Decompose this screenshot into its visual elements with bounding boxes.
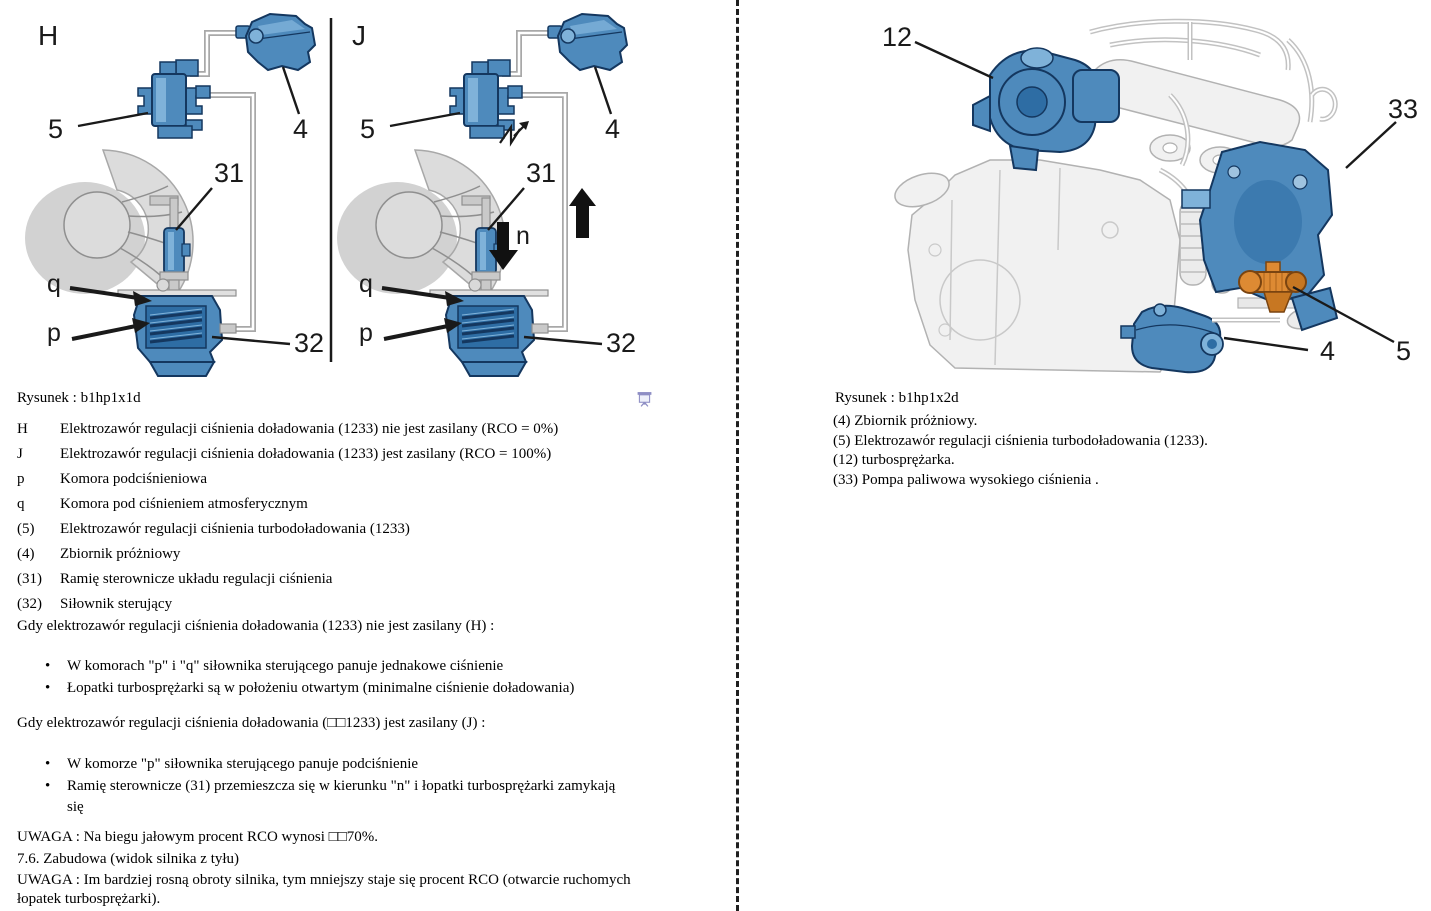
bullet-list-h <box>17 656 627 699</box>
panel-h-label: H <box>38 20 59 51</box>
figure-link-icon[interactable] <box>636 391 653 408</box>
vacuum-reservoir <box>1121 304 1280 372</box>
section-heading: 7.6. Zabudowa (widok silnika z tyłu) <box>17 851 240 867</box>
legend-item: (33) Pompa paliwowa wysokiego ciśnienia . <box>833 471 1099 488</box>
legend-list <box>17 421 558 621</box>
bullet-list-j <box>17 754 627 819</box>
legend-row: p Komora podciśnieniowa <box>17 471 208 487</box>
note-idle-rco: UWAGA : Na biegu jałowym procent RCO wynosi □□70%. <box>17 829 378 845</box>
legend-row: (31) Ramię sterownicze układu regulacji ciśnienia <box>17 571 333 587</box>
dashed-column-divider <box>736 0 739 911</box>
figure-caption-right: Rysunek : b1hp1x2d <box>835 390 959 406</box>
callout-pump <box>1346 94 1418 168</box>
svg-text:5: 5 <box>1396 336 1412 366</box>
bullet-item: • Łopatki turbosprężarki są w położeniu otwartym (minimalne ciśnienie doładowania) <box>17 678 627 700</box>
legend-row: q Komora pod ciśnieniem atmosferycznym <box>17 496 308 512</box>
legend-item: (12) turbosprężarka. <box>833 452 955 469</box>
svg-text:n: n <box>516 222 530 250</box>
svg-text:12: 12 <box>882 22 913 52</box>
legend-row: (4) Zbiornik próżniowy <box>17 546 181 562</box>
figure-caption-left: Rysunek : b1hp1x1d <box>17 390 141 406</box>
note-rco-engine-speed: UWAGA : Im bardziej rosną obroty silnika, tym mniejszy staje się procent RCO (otwarcie ruchomych łopatek turbosprężarki). <box>17 872 631 907</box>
svg-text:33: 33 <box>1388 94 1419 124</box>
legend-row: H Elektrozawór regulacji ciśnienia doładowania (1233) nie jest zasilany (RCO = 0%) <box>17 421 559 437</box>
svg-text:4: 4 <box>1320 336 1336 366</box>
legend-list-right <box>833 412 1208 490</box>
turbocharger <box>973 48 1119 170</box>
figure-vacuum-circuit <box>0 0 700 380</box>
legend-row: (32) Siłownik sterujący <box>17 596 173 612</box>
legend-item: (4) Zbiornik próżniowy. <box>833 413 978 429</box>
bullet-item: • W komorze "p" siłownika sterującego panuje podciśnienie <box>17 754 627 776</box>
bullet-item: • Ramię sterownicze (31) przemieszcza się w kierunku "n" i łopatki turbosprężarki zamykają się <box>17 776 627 819</box>
legend-row: (5) Elektrozawór regulacji ciśnienia turbodoładowania (1233) <box>17 521 410 537</box>
legend-item: (5) Elektrozawór regulacji ciśnienia turbodoładowania (1233). <box>833 432 1208 449</box>
figure-engine-rear-view <box>860 0 1431 380</box>
panel-h-drawing <box>25 14 324 376</box>
callout-reservoir <box>1224 336 1335 366</box>
panel-j-drawing <box>337 14 636 376</box>
legend-row: J Elektrozawór regulacji ciśnienia doładowania (1233) jest zasilany (RCO = 100%) <box>17 446 552 462</box>
panel-j-label: J <box>352 20 366 51</box>
arrow-up-pressure <box>569 188 596 238</box>
callout-turbo <box>882 22 993 78</box>
paragraph-state-h: Gdy elektrozawór regulacji ciśnienia doładowania (1233) nie jest zasilany (H) : <box>17 618 495 634</box>
paragraph-state-j: Gdy elektrozawór regulacji ciśnienia doładowania (□□1233) jest zasilany (J) : <box>17 715 486 731</box>
bullet-item: • W komorach "p" i "q" siłownika sterującego panuje jednakowe ciśnienie <box>17 656 627 678</box>
